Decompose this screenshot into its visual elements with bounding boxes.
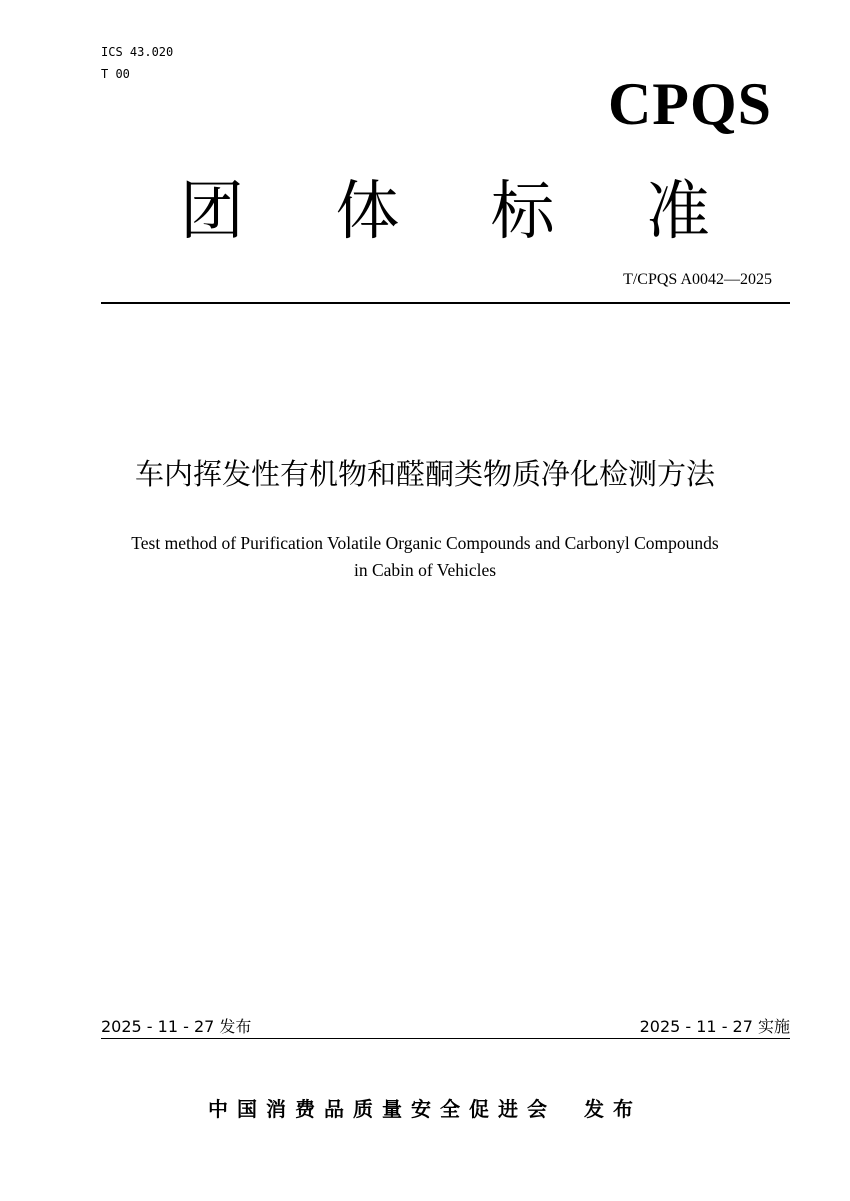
ics-code: ICS 43.020 (101, 45, 174, 59)
publisher-action: 发布 (584, 1097, 642, 1121)
document-title-chinese: 车内挥发性有机物和醛酮类物质净化检测方法 (134, 457, 715, 491)
publisher-name: 中国消费品质量安全促进会 (208, 1097, 556, 1121)
cpqs-logo: CPQS (607, 71, 772, 137)
footer-divider (101, 1038, 790, 1039)
implementation-date: 2025 - 11 - 27 实施 (639, 1017, 790, 1036)
publisher-line (0, 1094, 850, 1124)
standard-code: T/CPQS A0042—2025 (623, 271, 772, 288)
header-divider (101, 302, 790, 304)
english-title-line-1: Test method of Purification Volatile Organic Compounds and Carbonyl Compounds (131, 533, 719, 553)
standard-type-char: 标 (490, 175, 555, 249)
standard-type-char: 准 (645, 175, 710, 249)
standard-type-char: 团 (180, 175, 244, 249)
issue-date: 2025 - 11 - 27 发布 (101, 1017, 252, 1036)
standard-type-char: 体 (335, 175, 400, 249)
document-title-english (60, 530, 790, 584)
standard-type-heading (180, 172, 710, 252)
classification-code: T 00 (101, 67, 130, 81)
english-title-line-2: in Cabin of Vehicles (353, 560, 497, 580)
